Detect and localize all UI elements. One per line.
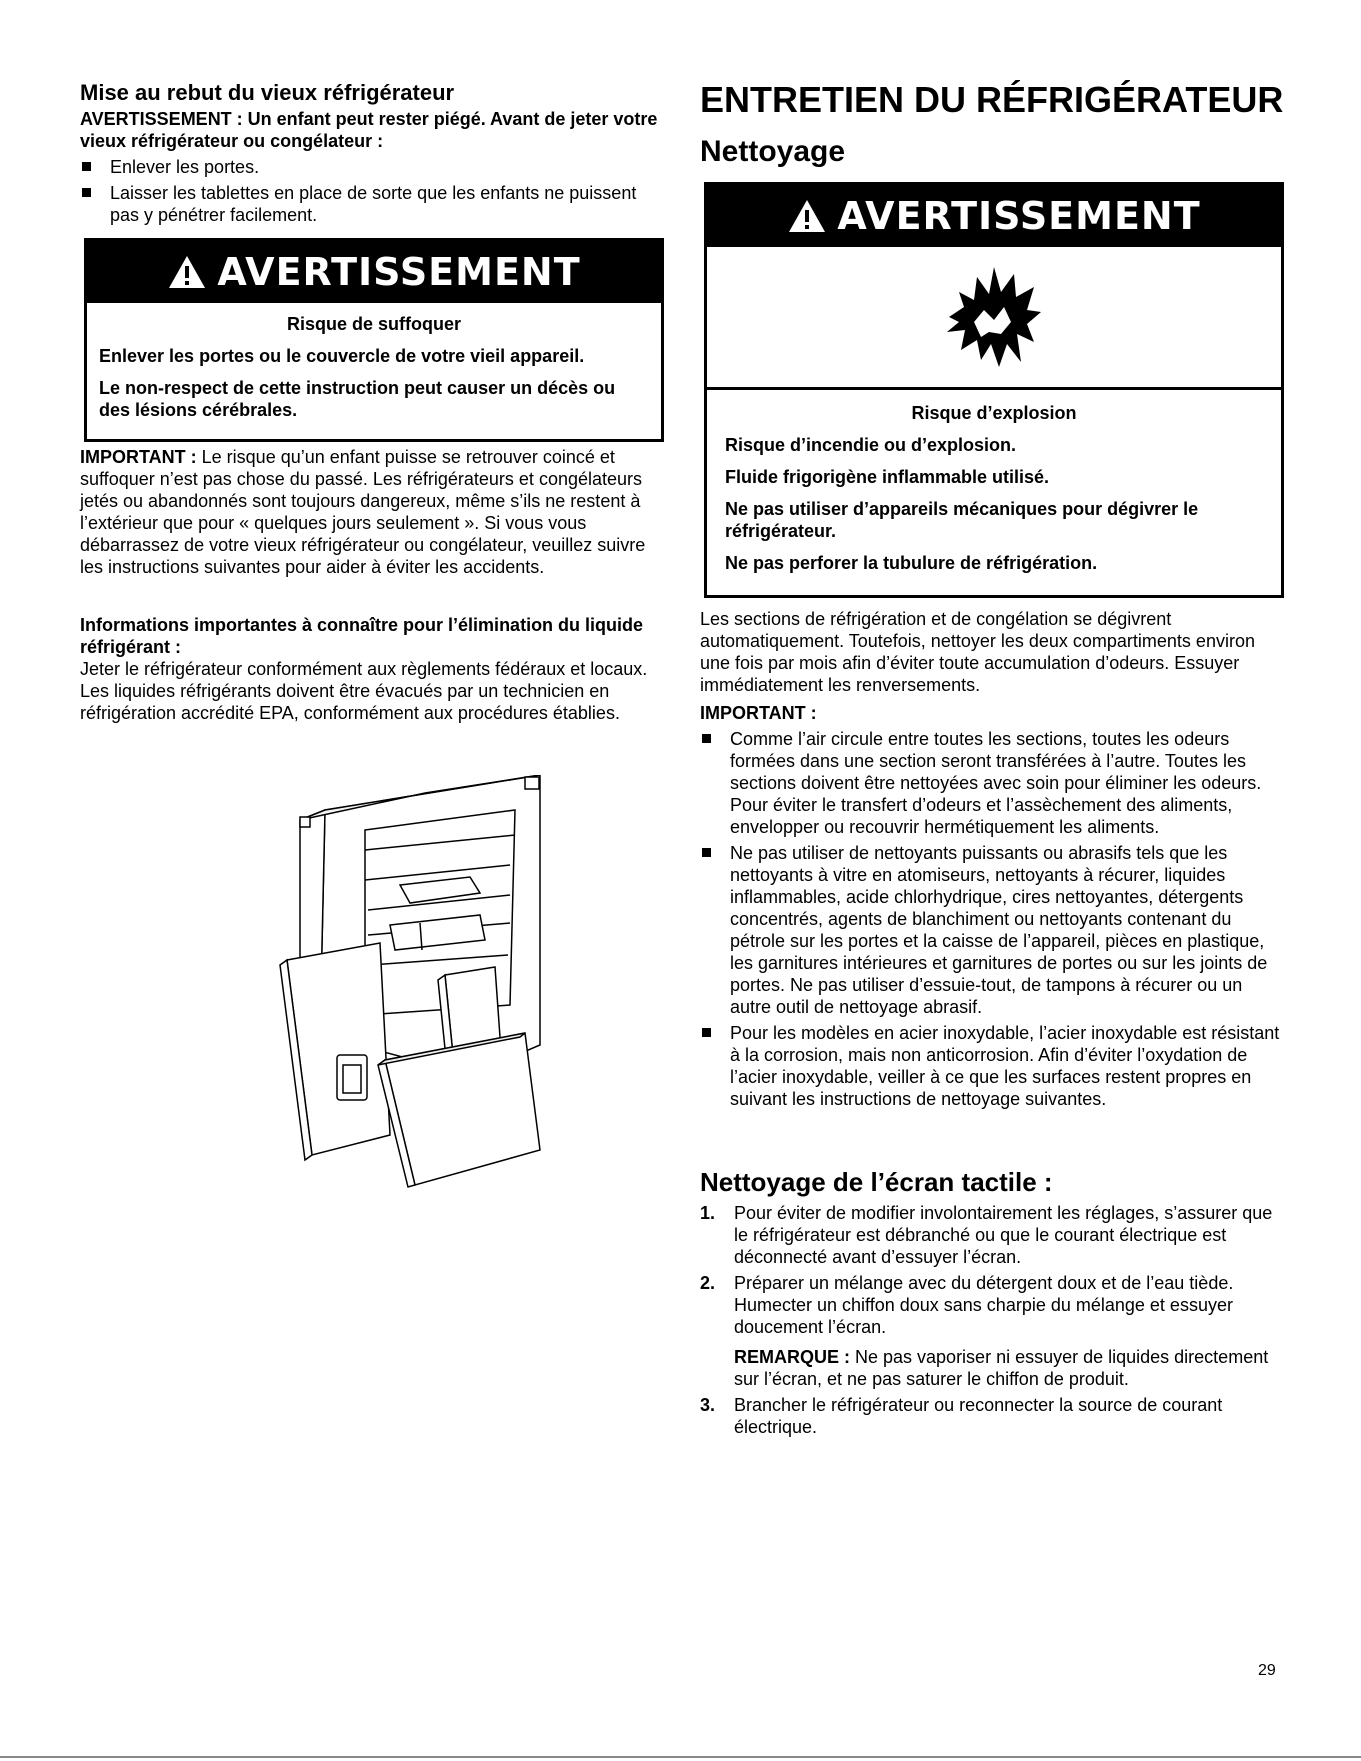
- refrigerant-info-heading: Informations importantes à connaître pour l’élimination du liquide réfrigérant :: [80, 615, 644, 657]
- cleaning-bullet-list: [700, 728, 1280, 1114]
- list-item: Pour les modèles en acier inoxydable, l’acier inoxydable est résistant à la corrosion, mais non anticorrosion. Afin d’éviter l’oxydation de l’acier inoxydable, veiller à ce que les surfaces restent propres en suivant les instructions de nettoyage suivantes.: [700, 1022, 1280, 1110]
- warning-line: Fluide frigorigène inflammable utilisé.: [725, 467, 1050, 487]
- list-item: Enlever les portes.: [80, 156, 660, 178]
- list-item: Laisser les tablettes en place de sorte que les enfants ne puissent pas y pénétrer facilement.: [80, 182, 660, 226]
- warning-hazard-title: Risque d’explosion: [911, 403, 1077, 423]
- warning-line: Enlever les portes ou le couvercle de votre vieil appareil.: [99, 346, 585, 366]
- cleaning-intro: Les sections de réfrigération et de congélation se dégivrent automatiquement. Toutefois, nettoyer les deux compartiments environ une fois par mois afin d’éviter toute accumulation d’odeurs. Essuyer immédiatement les renversements.: [700, 609, 1255, 695]
- warning-hazard-title: Risque de suffoquer: [286, 314, 461, 334]
- disposal-bullet-list: [80, 156, 660, 230]
- warning-line: Ne pas utiliser d’appareils mécaniques pour dégivrer le réfrigérateur.: [725, 499, 1199, 541]
- disposal-heading: Mise au rebut du vieux réfrigérateur: [80, 80, 455, 105]
- warning-body: [707, 390, 1281, 574]
- bullet-square-icon: [702, 1028, 711, 1037]
- warning-line: Le non-respect de cette instruction peut causer un décès ou des lésions cérébrales.: [99, 378, 616, 420]
- explosion-pictogram: [707, 247, 1281, 390]
- explosion-icon: [939, 262, 1049, 372]
- refrigerator-doors-removed-illustration: [240, 775, 570, 1205]
- warning-header: AVERTISSEMENT: [707, 185, 1281, 247]
- bottom-divider: [0, 1756, 1361, 1758]
- warning-line: Risque d’incendie ou d’explosion.: [725, 435, 1017, 455]
- step-item: 2. Préparer un mélange avec du détergent doux et de l’eau tiède. Humecter un chiffon doux sans charpie du mélange et essuyer doucement l’écran. REMARQUE : Ne pas vaporiser ni essuyer de liquides directement sur l’écran, et ne pas saturer le chiffon de produit.: [700, 1272, 1280, 1390]
- bullet-square-icon: [702, 848, 711, 857]
- child-warning-intro: AVERTISSEMENT : Un enfant peut rester piégé. Avant de jeter votre vieux réfrigérateur ou congélateur :: [80, 109, 658, 151]
- list-item: Ne pas utiliser de nettoyants puissants ou abrasifs tels que les nettoyants à vitre en atomiseurs, nettoyants à récurer, liquides inflammables, acide chlorhydrique, cires nettoyantes, détergents concentrés, agents de blanchiment ou nettoyants contenant du pétrole sur les portes et la caisse de l’appareil, pièces en plastique, les garnitures intérieures et garnitures de portes ou sur les joints de portes. Ne pas utiliser d’essuie-tout, de tampons à récurer ou un autre outil de nettoyage abrasif.: [700, 842, 1280, 1018]
- warning-body: [87, 303, 661, 421]
- page-title: ENTRETIEN DU RÉFRIGÉRATEUR: [700, 79, 1284, 120]
- warning-header: AVERTISSEMENT: [87, 241, 661, 303]
- explosion-warning-box: [704, 182, 1284, 598]
- warning-triangle-icon: [167, 254, 207, 290]
- warning-line: Ne pas perforer la tubulure de réfrigération.: [725, 553, 1098, 573]
- step-item: 1. Pour éviter de modifier involontairement les réglages, s’assurer que le réfrigérateur est débranché ou que le courant électrique est déconnecté avant d’essuyer l’écran.: [700, 1203, 1273, 1267]
- touchscreen-steps: [700, 1202, 1280, 1442]
- step-item: 3. Brancher le réfrigérateur ou reconnecter la source de courant électrique.: [700, 1395, 1223, 1437]
- list-item: Comme l’air circule entre toutes les sections, toutes les odeurs formées dans une section seront transférées à l’autre. Toutes les sections doivent être nettoyées avec soin pour éliminer les odeurs. Pour éviter le transfert d’odeurs et l’assèchement des aliments, envelopper ou recouvrir hermétiquement les aliments.: [700, 728, 1280, 838]
- touchscreen-cleaning-heading: Nettoyage de l’écran tactile :: [700, 1167, 1053, 1197]
- refrigerant-info-text: Jeter le réfrigérateur conformément aux règlements fédéraux et locaux. Les liquides réfrigérants doivent être évacués par un technicien en réfrigération accrédité EPA, conformément aux procédures établies.: [80, 659, 648, 723]
- cleaning-heading: Nettoyage: [700, 135, 846, 168]
- warning-triangle-icon: [787, 198, 827, 234]
- page-number: 29: [1258, 1662, 1276, 1679]
- suffocation-warning-box: [84, 238, 664, 442]
- bullet-square-icon: [82, 188, 91, 197]
- important-paragraph: IMPORTANT : Le risque qu’un enfant puisse se retrouver coincé et suffoquer n’est pas chose du passé. Les réfrigérateurs et congélateurs jetés ou abandonnés sont toujours dangereux, même s’ils ne restent à l’extérieur que pour « quelques jours seulement ». Si vous vous débarrassez de votre vieux réfrigérateur ou congélateur, veuillez suivre les instructions suivantes pour aider à éviter les accidents.: [80, 447, 646, 577]
- bullet-square-icon: [82, 162, 91, 171]
- important-label: IMPORTANT :: [700, 703, 817, 723]
- note-paragraph: REMARQUE : Ne pas vaporiser ni essuyer de liquides directement sur l’écran, et ne pas saturer le chiffon de produit.: [734, 1347, 1269, 1389]
- bullet-square-icon: [702, 734, 711, 743]
